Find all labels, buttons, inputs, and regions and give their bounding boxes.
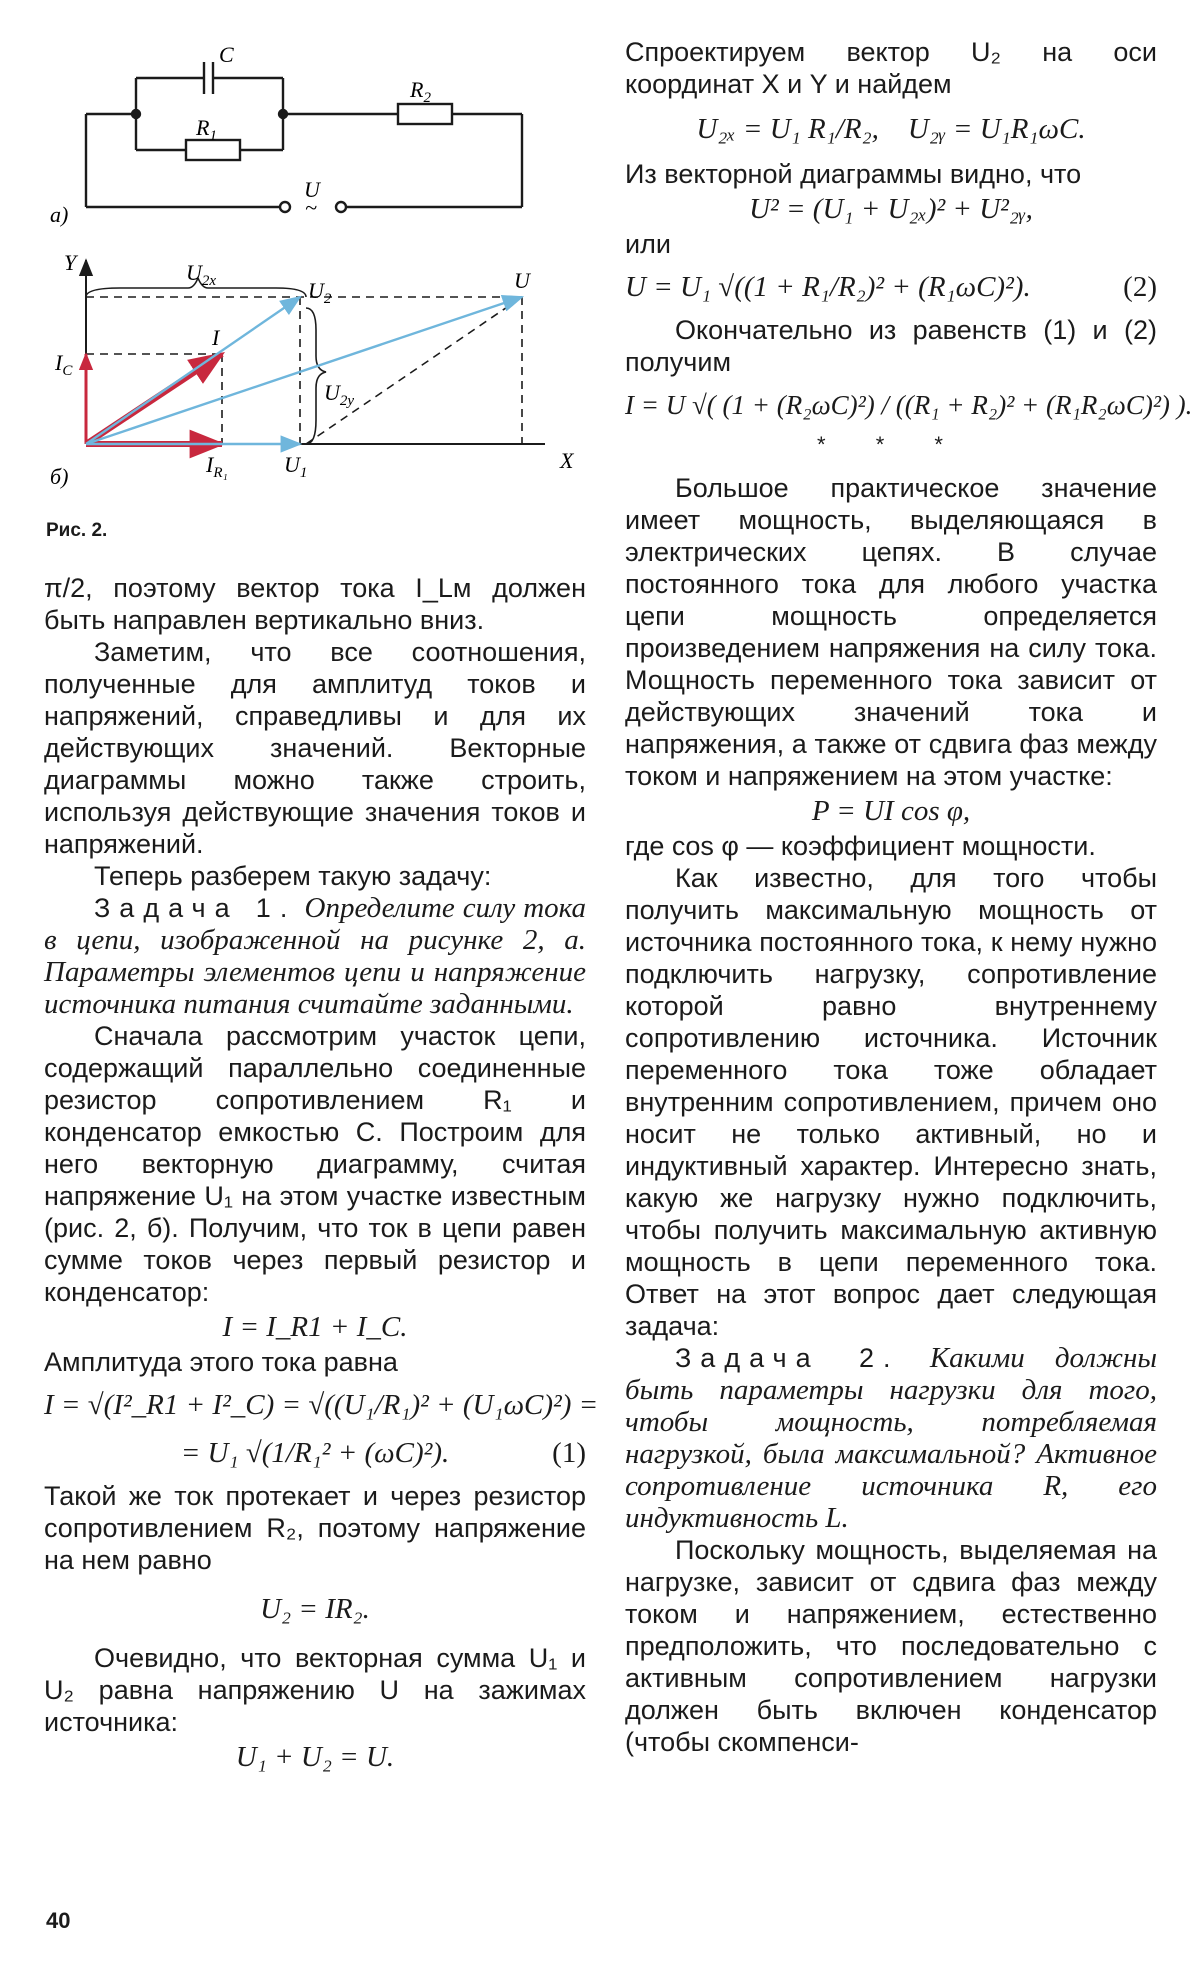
label-u2x: $U_{2x}$ [186, 260, 217, 289]
label-capacitor: C [219, 42, 234, 67]
label-i-c: $I_C$ [55, 350, 73, 379]
formula-amplitude-b [44, 1434, 586, 1472]
formula-amplitude-b-text: = U₁ √(1/R₁² + (ωC)²). [180, 1437, 450, 1469]
right-paragraph-6: где cos φ — коэффициент мощности. [625, 831, 1096, 861]
r2-resistor [398, 104, 452, 124]
label-axis-y: Y [64, 250, 77, 275]
left-paragraph-3: Теперь разберем такую задачу: [94, 861, 492, 891]
task-1 [44, 892, 586, 1020]
label-r1: $R_1$ [196, 115, 217, 144]
left-column [44, 572, 599, 1776]
left-paragraph-7: Очевидно, что векторная сумма U₁ и U₂ равна напряжению U на зажимах источника: [44, 1643, 586, 1737]
label-u2: $U_2$ [308, 278, 332, 307]
formula-vector-sum: U₁ + U₂ = U. [235, 1741, 395, 1773]
label-r2: $R_2$ [410, 77, 431, 106]
vector-u-blue [86, 297, 522, 444]
task-2-text: Какими должны быть параметры нагрузки для того, чтобы мощность, потребляемая нагрузкой, была максимальной? Активное сопротивление источника R, его индуктивность L. [625, 1342, 1157, 1534]
formula-amplitude-a: I = √(I²_R1 + I²_C) = √((U₁/R₁)² + (U₁ωC)²) = [44, 1389, 599, 1421]
label-i-r1: $I_{R_1}$ [206, 452, 228, 481]
panel-label-a: а) [50, 202, 69, 227]
vector-u2-from-origin [86, 297, 300, 444]
label-source-u: U [304, 177, 320, 202]
right-paragraph-5: Большое практическое значение имеет мощность, выделяющаяся в электрических цепях. В случае постоянного тока для любого участка цепи мощность определяется произведением напряжения на силу тока. Мощность переменного тока зависит от действующих значений тока и напряжения, а также от сдвига фаз между током и напряжением на этом участке: [625, 473, 1157, 791]
task-2 [625, 1342, 1157, 1534]
left-paragraph-1: π/2, поэтому вектор тока I_Lм должен быть направлен вертикально вниз. [44, 573, 586, 635]
left-paragraph-5: Амплитуда этого тока равна [44, 1347, 398, 1377]
right-paragraph-2: Из векторной диаграммы видно, что [625, 159, 1082, 189]
formula-current-final: I = U √( (1 + (R₂ωC)²) / ((R₁ + R₂)² + (R₁R₂ωC)²) ). [625, 390, 1193, 420]
equation-number-1: (1) [552, 1437, 586, 1469]
equation-number-2: (2) [1123, 271, 1157, 303]
formula-power: P = UI cos φ, [811, 795, 971, 827]
page-number: 40 [46, 1908, 71, 1933]
figure-caption: Рис. 2. [46, 520, 108, 541]
brace-u2y [306, 308, 326, 444]
formula-u-total [625, 268, 1157, 306]
right-column [625, 36, 1193, 1758]
section-separator: * * * [817, 432, 965, 457]
task-2-label: Задача 2. [675, 1343, 900, 1373]
label-source-tilde: ~ [305, 195, 317, 220]
label-axis-x: X [560, 448, 574, 473]
label-i: I [212, 325, 220, 350]
label-u2y: $U_{2y}$ [324, 380, 355, 409]
formula-projections: U₂ₓ = U₁ R₁/R₂, U₂ᵧ = U₁R₁ωC. [696, 113, 1086, 145]
label-u1: $U_1$ [284, 452, 308, 481]
right-paragraph-7: Как известно, для того чтобы получить максимальную мощность от источника постоянного тока, к нему нужно подключить нагрузку, сопротивление которой равно внутреннему сопротивлению источника. Источник переменного тока тоже обладает внутренним сопротивлением, причем оно носит не только активный, но и индуктивный характер. Интересно знать, какую же нагрузку нужно подключить, чтобы получить максимальную активную мощность в цепи переменного тока. Ответ на этот вопрос дает следующая задача: [625, 863, 1157, 1341]
left-paragraph-4: Сначала рассмотрим участок цепи, содержащий параллельно соединенные резистор сопротивлением R₁ и конденсатор емкостью C. Построим для него векторную диаграмму, считая напряжение U₁ на этом участке известным (рис. 2, б). Получим, что ток в цепи равен сумме токов через первый резистор и конденсатор: [44, 1021, 586, 1307]
figure-2 [0, 0, 590, 510]
formula-u-squared: U² = (U₁ + U₂ₓ)² + U²₂ᵧ, [749, 193, 1033, 225]
task-1-text: Определите силу тока в цепи, изображенной на рисунке 2, а. Параметры элементов цепи и напряжение источника питания считайте заданными. [44, 892, 586, 1020]
label-u: U [514, 268, 530, 293]
formula-u-total-text: U = U₁ √((1 + R₁/R₂)² + (R₁ωC)²). [625, 271, 1031, 303]
panel-label-b: б) [50, 464, 69, 489]
right-paragraph-3: или [625, 229, 671, 259]
formula-u2: U₂ = IR₂. [260, 1593, 370, 1625]
right-paragraph-1: Спроектируем вектор U₂ на оси координат X и Y и найдем [625, 37, 1157, 99]
left-paragraph-2: Заметим, что все соотношения, полученные для амплитуд токов и напряжений, справедливы и для их действующих значений. Векторные диаграммы можно также строить, используя действующие значения токов и напряжений. [44, 637, 586, 859]
formula-current-sum: I = I_R1 + I_C. [222, 1311, 408, 1343]
left-paragraph-6: Такой же ток протекает и через резистор сопротивлением R₂, поэтому напряжение на нем равно [44, 1481, 586, 1575]
right-paragraph-8: Поскольку мощность, выделяемая на нагрузке, зависит от сдвига фаз между током и напряжением, естественно предположить, что последовательно с активным сопротивлением нагрузки должен быть включен конденсатор (чтобы скомпенси- [625, 1535, 1157, 1757]
task-1-label: Задача 1. [94, 893, 297, 923]
right-paragraph-4: Окончательно из равенств (1) и (2) получим [625, 315, 1157, 377]
